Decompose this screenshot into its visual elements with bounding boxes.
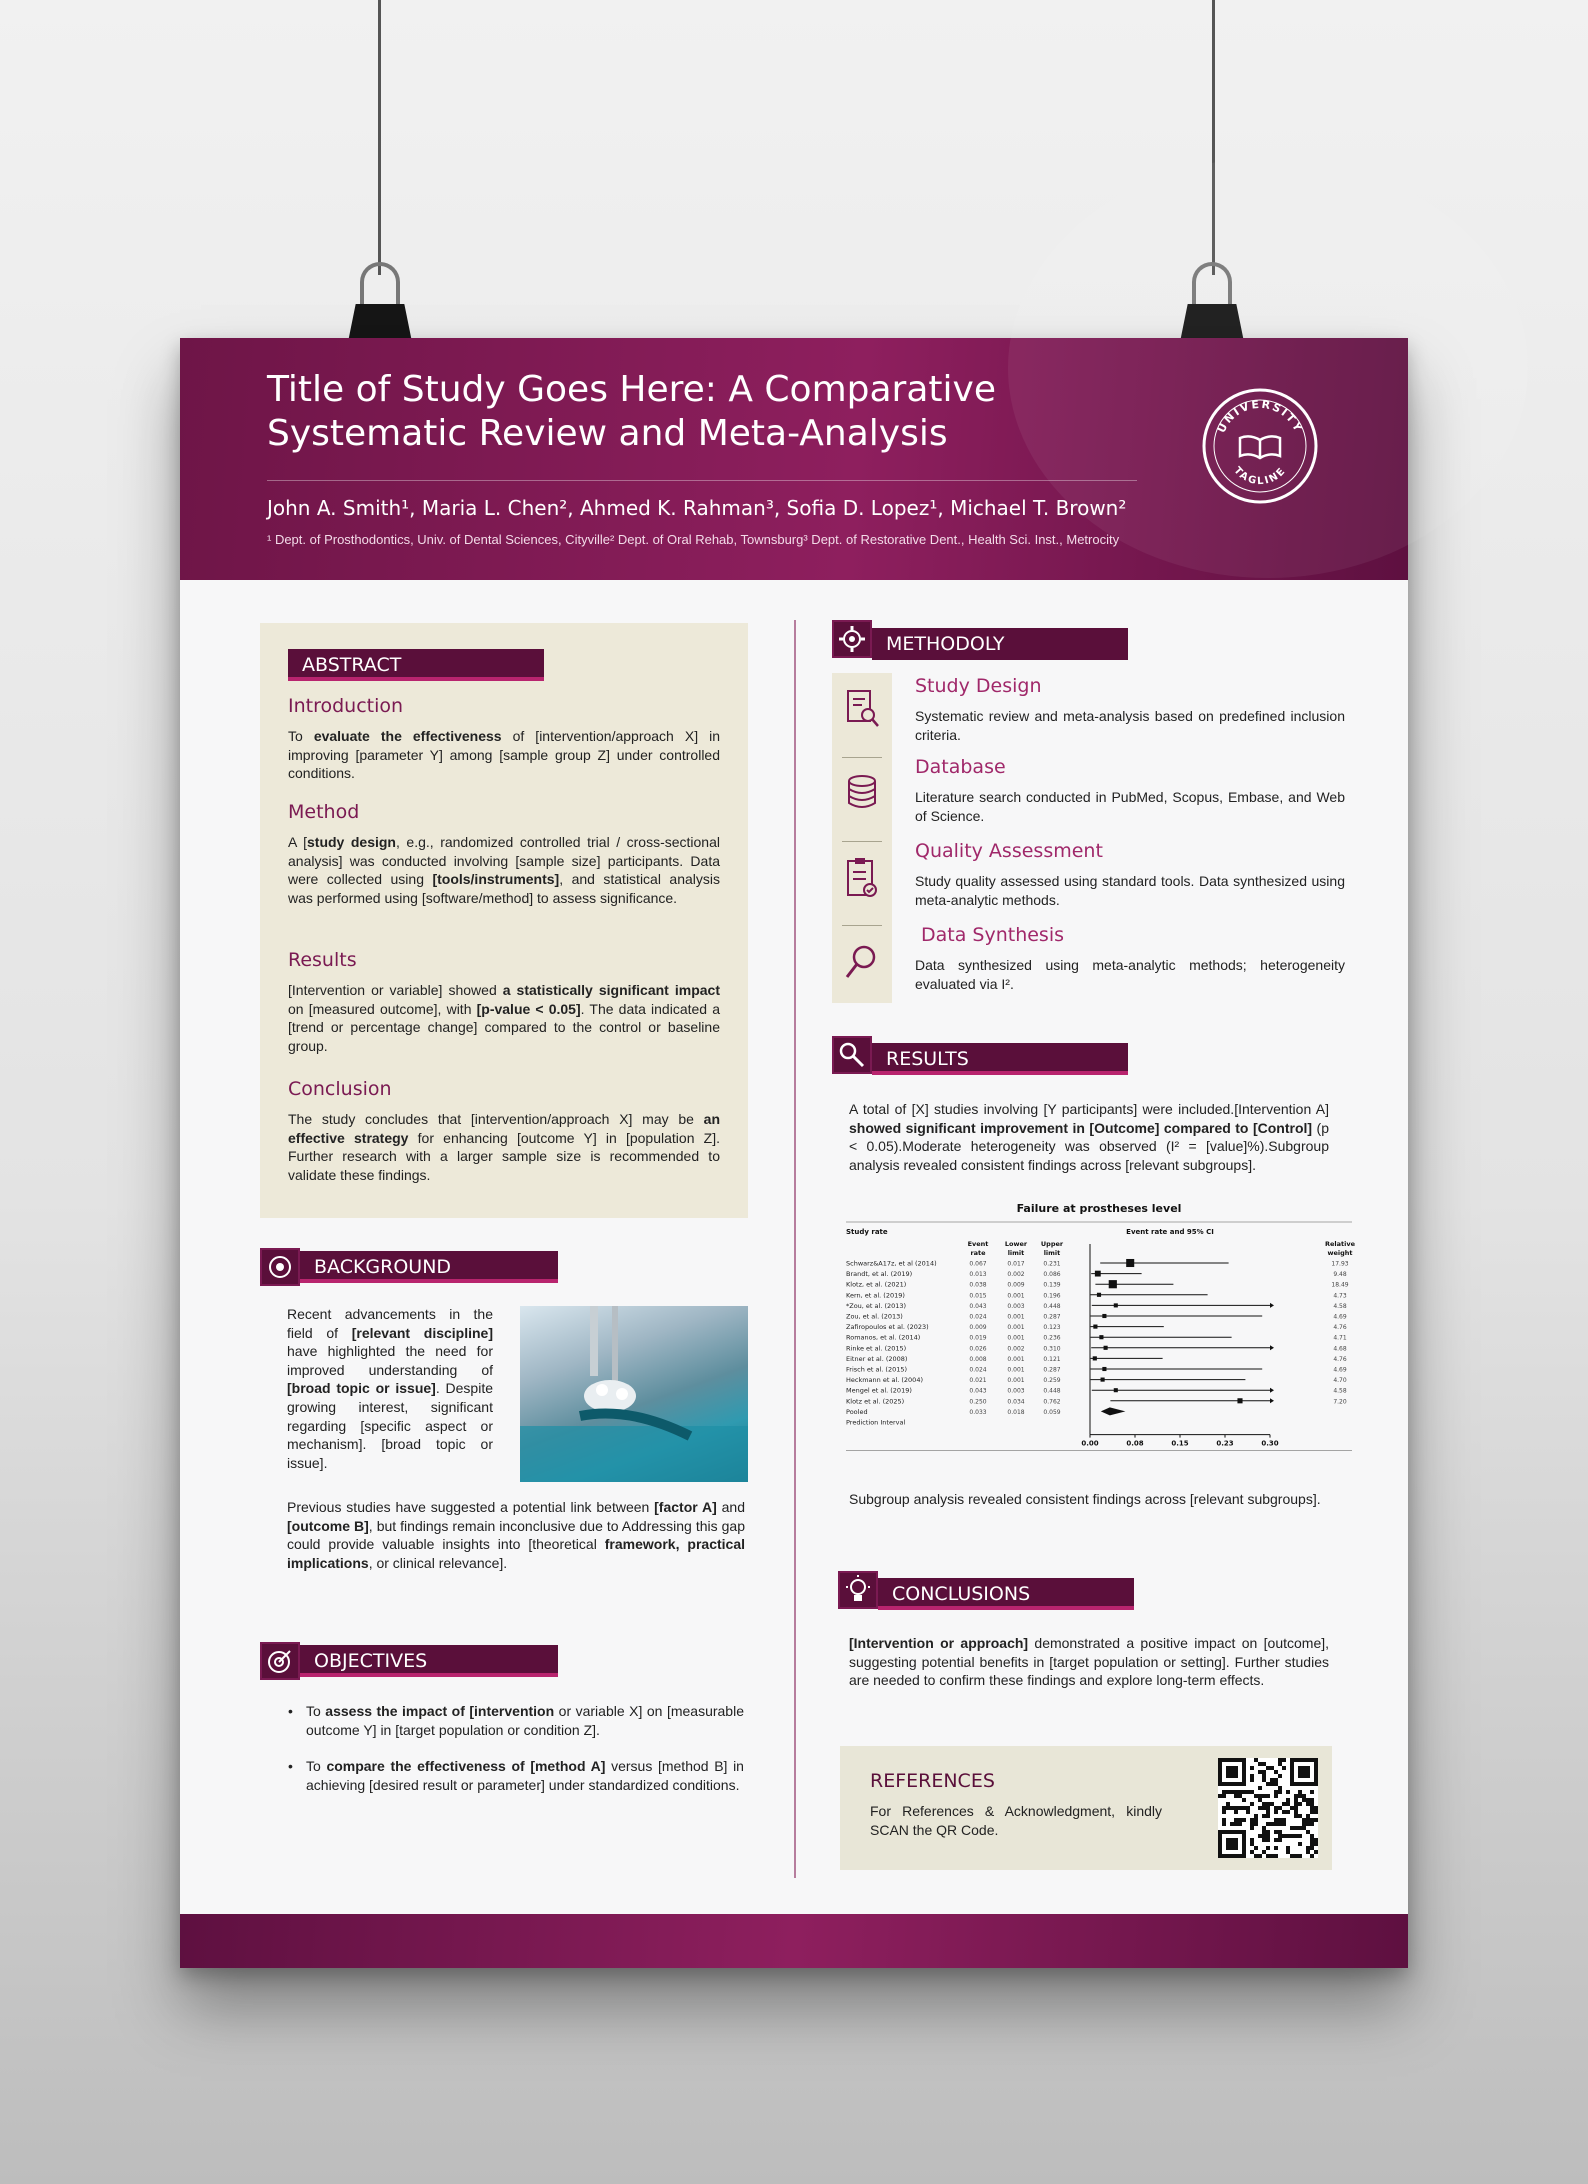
event-rate-value: 0.043 <box>969 1387 987 1395</box>
study-label: Brandt, et al. (2019) <box>846 1270 913 1279</box>
point-estimate <box>1102 1367 1106 1371</box>
weight-value: 4.73 <box>1333 1292 1347 1300</box>
lower-limit-value: 0.002 <box>1007 1345 1025 1353</box>
weight-value: 9.48 <box>1333 1271 1347 1279</box>
column-header-lower: Lower <box>1004 1240 1028 1248</box>
study-label: Schwarz&A17z, et al (2014) <box>846 1259 937 1268</box>
lower-limit-value: 0.002 <box>1007 1271 1025 1279</box>
event-rate-value: 0.021 <box>969 1377 987 1385</box>
logo-top-text: UNIVERSITY <box>1214 397 1306 435</box>
target-arrow-icon <box>262 1644 298 1678</box>
event-rate-value: 0.024 <box>969 1313 987 1321</box>
authors-line: John A. Smith¹, Maria L. Chen², Ahmed K. Rahman³, Sofia D. Lopez¹, Michael T. Brown² <box>267 496 1127 520</box>
column-header-upper: Upper <box>1040 1240 1064 1248</box>
lower-limit-value: 0.017 <box>1007 1260 1025 1268</box>
study-label: *Zou, et al. (2013) <box>846 1301 907 1310</box>
ci-column-label: Event rate and 95% CI <box>1126 1228 1214 1236</box>
poster-footer <box>180 1914 1408 1968</box>
introduction-text: To evaluate the effectiveness of [intervention/approach X] in improving [parameter Y] among [sample group Z] under controlled conditions. <box>288 728 720 782</box>
point-estimate <box>1093 1325 1097 1329</box>
weight-value: 4.58 <box>1333 1387 1347 1395</box>
event-rate-value: 0.250 <box>969 1398 987 1406</box>
x-tick-label: 0.15 <box>1171 1439 1189 1448</box>
conclusion-text: The study concludes that [intervention/approach X] may be an effective strategy for enhancing [outcome Y] in [population Z]. Further research with a larger sample size is recommended to validate these findings. <box>288 1111 720 1183</box>
column-header-lower: limit <box>1007 1249 1025 1257</box>
lower-limit-value: 0.001 <box>1007 1366 1025 1374</box>
study-label: Romanos, et al. (2014) <box>846 1333 921 1342</box>
study-label: Rinke et al. (2015) <box>846 1344 907 1353</box>
target-icon <box>262 1250 298 1284</box>
svg-text:UNIVERSITY <box>1215 398 1305 435</box>
study-label: Eitner et al. (2008) <box>846 1354 908 1363</box>
study-label: Klotz, et al. (2021) <box>846 1280 907 1289</box>
column-header-rate: Event <box>967 1240 989 1248</box>
column-header-weight: weight <box>1327 1249 1353 1257</box>
magnifier-icon <box>844 943 880 985</box>
lower-limit-value: 0.001 <box>1007 1313 1025 1321</box>
poster-title: Title of Study Goes Here: A Comparative Systematic Review and Meta-Analysis <box>267 369 996 454</box>
method-item-title-0: Study Design <box>915 675 1042 697</box>
study-label: Klotz et al. (2025) <box>846 1397 905 1406</box>
event-rate-value: 0.024 <box>969 1366 987 1374</box>
event-rate-value: 0.043 <box>969 1302 987 1310</box>
header-rule <box>267 480 1137 481</box>
study-label: Kern, et al. (2019) <box>846 1291 905 1300</box>
results-paragraph: A total of [X] studies involving [Y participants] were included.[Intervention A] showed significant improvement in [Outcome] compared to [Control] (p < 0.05).Moderate heterogeneity was observed (I² = [value]%).Subgroup analysis revealed consistent findings across [relevant subgroups]. <box>849 1101 1329 1173</box>
point-estimate <box>1104 1346 1108 1350</box>
forest-plot <box>846 1200 1356 1470</box>
objective-item: • To assess the impact of [intervention or variable X] on [measurable outcome Y] in [target population or condition Z]. <box>288 1702 744 1739</box>
weight-value: 4.68 <box>1333 1345 1347 1353</box>
upper-limit-value: 0.762 <box>1043 1398 1061 1406</box>
method-item-text-0: Systematic review and meta-analysis based on predefined inclusion criteria. <box>915 708 1345 743</box>
method-item-title-3: Data Synthesis <box>921 924 1065 946</box>
upper-limit-value: 0.287 <box>1043 1313 1061 1321</box>
background-heading: BACKGROUND <box>300 1251 558 1283</box>
ci-arrow <box>1270 1303 1274 1308</box>
results-title: Results <box>288 949 357 971</box>
upper-limit-value: 0.448 <box>1043 1302 1061 1310</box>
upper-limit-value: 0.086 <box>1043 1271 1061 1279</box>
event-rate-value: 0.026 <box>969 1345 987 1353</box>
checklist-icon <box>844 857 880 901</box>
lower-limit-value: 0.001 <box>1007 1334 1025 1342</box>
upper-limit-value: 0.310 <box>1043 1345 1061 1353</box>
poster <box>180 338 1408 1968</box>
upper-limit-value: 0.139 <box>1043 1281 1061 1289</box>
point-estimate <box>1099 1335 1103 1339</box>
ci-arrow <box>1270 1388 1274 1393</box>
upper-limit-value: 0.196 <box>1043 1292 1061 1300</box>
qr-code[interactable] <box>1218 1758 1318 1858</box>
background-paragraph-1: Recent advancements in the field of [relevant discipline] have highlighted the need for improved understanding of [broad topic or issue]. Despite growing interest, significant regarding [specific aspect or mechanism]. [broad topic or issue]. <box>287 1306 494 1471</box>
x-tick-label: 0.00 <box>1081 1439 1099 1448</box>
study-column-label: Study rate <box>846 1228 888 1236</box>
pooled-lower-value: 0.018 <box>1007 1408 1025 1416</box>
upper-limit-value: 0.259 <box>1043 1377 1061 1385</box>
column-header-rate: rate <box>970 1249 986 1257</box>
references-panel <box>840 1746 1332 1870</box>
hanging-wire-left <box>378 0 381 275</box>
event-rate-value: 0.008 <box>969 1355 987 1363</box>
search-icon <box>834 1038 870 1072</box>
pooled-rate-value: 0.033 <box>969 1408 987 1416</box>
objectives-icon-box <box>260 1642 300 1680</box>
affiliations-line: ¹ Dept. of Prosthodontics, Univ. of Dental Sciences, Cityville² Dept. of Oral Rehab, Townsburg³ Dept. of Restorative Dent., Health Sci. Inst., Metrocity <box>267 532 1120 547</box>
svg-text:TAGLINE <box>1231 465 1288 487</box>
event-rate-value: 0.067 <box>969 1260 987 1268</box>
background-paragraph-2: Previous studies have suggested a potential link between [factor A] and [outcome B], but findings remain inconclusive due to Addressing this gap could provide valuable insights into [theoretical framework, practical implications, or clinical relevance]. <box>287 1499 745 1571</box>
point-estimate <box>1237 1398 1242 1403</box>
upper-limit-value: 0.121 <box>1043 1355 1061 1363</box>
references-text: For References & Acknowledgment, kindly SCAN the QR Code. <box>870 1803 1162 1838</box>
column-header-weight: Relative <box>1324 1240 1356 1248</box>
conclusions-icon-box <box>838 1571 878 1609</box>
prediction-interval-label: Prediction Interval <box>846 1418 906 1427</box>
method-text: A [study design, e.g., randomized controlled trial / cross-sectional analysis] was conducted involving [sample size] participants. Data were collected using [tools/instruments], and statistical analysis was performed using [software/method] to assess significance. <box>288 834 720 906</box>
method-item-title-1: Database <box>915 756 1006 778</box>
binder-clip-left <box>348 262 412 342</box>
upper-limit-value: 0.287 <box>1043 1366 1061 1374</box>
study-label: Frisch et al. (2015) <box>846 1365 908 1374</box>
point-estimate <box>1109 1280 1117 1288</box>
study-label: Mengel et al. (2019) <box>846 1386 912 1395</box>
lightbulb-icon <box>840 1573 876 1607</box>
point-estimate <box>1093 1356 1097 1360</box>
column-header-upper: limit <box>1043 1249 1061 1257</box>
method-item-text-3: Data synthesized using meta-analytic methods; heterogeneity evaluated via I². <box>915 957 1345 992</box>
chart-title: Failure at prostheses level <box>1016 1202 1182 1215</box>
methodology-icon-column <box>832 673 892 1003</box>
x-tick-label: 0.23 <box>1216 1439 1234 1448</box>
results-heading: RESULTS <box>872 1043 1128 1075</box>
upper-limit-value: 0.123 <box>1043 1324 1061 1332</box>
logo-bottom-text: TAGLINE <box>1231 465 1289 488</box>
university-logo <box>1200 386 1320 506</box>
x-tick-label: 0.08 <box>1126 1439 1144 1448</box>
point-estimate <box>1114 1388 1118 1392</box>
lower-limit-value: 0.003 <box>1007 1302 1025 1310</box>
method-item-text-2: Study quality assessed using standard tools. Data synthesized using meta-analytic methods. <box>915 873 1345 908</box>
weight-value: 4.69 <box>1333 1313 1347 1321</box>
abstract-heading: ABSTRACT <box>288 649 544 681</box>
methodology-icon-box <box>832 620 872 658</box>
weight-value: 4.76 <box>1333 1355 1347 1363</box>
objectives-heading: OBJECTIVES <box>300 1645 558 1677</box>
weight-value: 4.69 <box>1333 1366 1347 1374</box>
gear-icon <box>834 622 870 656</box>
column-divider <box>794 620 796 1878</box>
conclusions-paragraph: [Intervention or approach] demonstrated a positive impact on [outcome], suggesting potential benefits in [target population or setting]. Further studies are needed to confirm these findings and explore long-term effects. <box>849 1635 1330 1689</box>
upper-limit-value: 0.236 <box>1043 1334 1061 1342</box>
weight-value: 17.93 <box>1331 1260 1349 1268</box>
study-label: Zafiropoulos et al. (2023) <box>846 1323 929 1332</box>
poster-header <box>180 338 1408 580</box>
study-label: Zou, et al. (2013) <box>846 1312 903 1321</box>
results-subgroup-text: Subgroup analysis revealed consistent findings across [relevant subgroups]. <box>849 1491 1321 1507</box>
point-estimate <box>1102 1314 1106 1318</box>
pooled-label: Pooled <box>846 1407 868 1416</box>
weight-value: 4.70 <box>1333 1377 1347 1385</box>
event-rate-value: 0.015 <box>969 1292 987 1300</box>
references-heading: REFERENCES <box>870 1770 995 1792</box>
pooled-diamond <box>1101 1407 1126 1415</box>
study-label: Heckmann et al. (2004) <box>846 1376 923 1385</box>
ci-arrow <box>1270 1345 1274 1350</box>
results-icon-box <box>832 1036 872 1074</box>
conclusion-title: Conclusion <box>288 1078 392 1100</box>
x-tick-label: 0.30 <box>1261 1439 1279 1448</box>
upper-limit-value: 0.448 <box>1043 1387 1061 1395</box>
point-estimate <box>1114 1303 1118 1307</box>
results-text: [Intervention or variable] showed a statistically significant impact on [measured outcome], with [p-value < 0.05]. The data indicated a [trend or percentage change] compared to the control or baseline group. <box>288 982 720 1054</box>
point-estimate <box>1097 1293 1101 1297</box>
methodology-heading: METHODOLY <box>872 628 1128 660</box>
objectives-list <box>288 1702 744 1812</box>
lower-limit-value: 0.001 <box>1007 1324 1025 1332</box>
weight-value: 7.20 <box>1333 1398 1347 1406</box>
weight-value: 4.58 <box>1333 1302 1347 1310</box>
event-rate-value: 0.019 <box>969 1334 987 1342</box>
conclusions-heading: CONCLUSIONS <box>878 1578 1134 1610</box>
event-rate-value: 0.009 <box>969 1324 987 1332</box>
point-estimate <box>1101 1378 1105 1382</box>
lower-limit-value: 0.034 <box>1007 1398 1025 1406</box>
lower-limit-value: 0.001 <box>1007 1292 1025 1300</box>
background-icon-box <box>260 1248 300 1286</box>
objective-item: • To compare the effectiveness of [method A] versus [method B] in achieving [desired result or parameter] under standardized conditions. <box>288 1757 744 1794</box>
lower-limit-value: 0.001 <box>1007 1377 1025 1385</box>
method-title: Method <box>288 801 360 823</box>
weight-value: 4.71 <box>1333 1334 1347 1342</box>
method-item-title-2: Quality Assessment <box>915 840 1103 862</box>
method-item-text-1: Literature search conducted in PubMed, Scopus, Embase, and Web of Science. <box>915 789 1345 824</box>
lower-limit-value: 0.009 <box>1007 1281 1025 1289</box>
pooled-upper-value: 0.059 <box>1043 1408 1061 1416</box>
dental-surgery-photo <box>520 1306 748 1482</box>
book-icon <box>1240 436 1280 458</box>
document-search-icon <box>844 689 880 729</box>
abstract-panel <box>260 623 748 1218</box>
weight-value: 4.76 <box>1333 1324 1347 1332</box>
upper-limit-value: 0.231 <box>1043 1260 1061 1268</box>
lower-limit-value: 0.001 <box>1007 1355 1025 1363</box>
point-estimate <box>1095 1271 1101 1277</box>
event-rate-value: 0.013 <box>969 1271 987 1279</box>
ci-arrow <box>1270 1398 1274 1403</box>
lower-limit-value: 0.003 <box>1007 1387 1025 1395</box>
database-icon <box>844 773 880 813</box>
introduction-title: Introduction <box>288 695 404 717</box>
weight-value: 18.49 <box>1331 1281 1349 1289</box>
event-rate-value: 0.038 <box>969 1281 987 1289</box>
point-estimate <box>1126 1259 1134 1267</box>
